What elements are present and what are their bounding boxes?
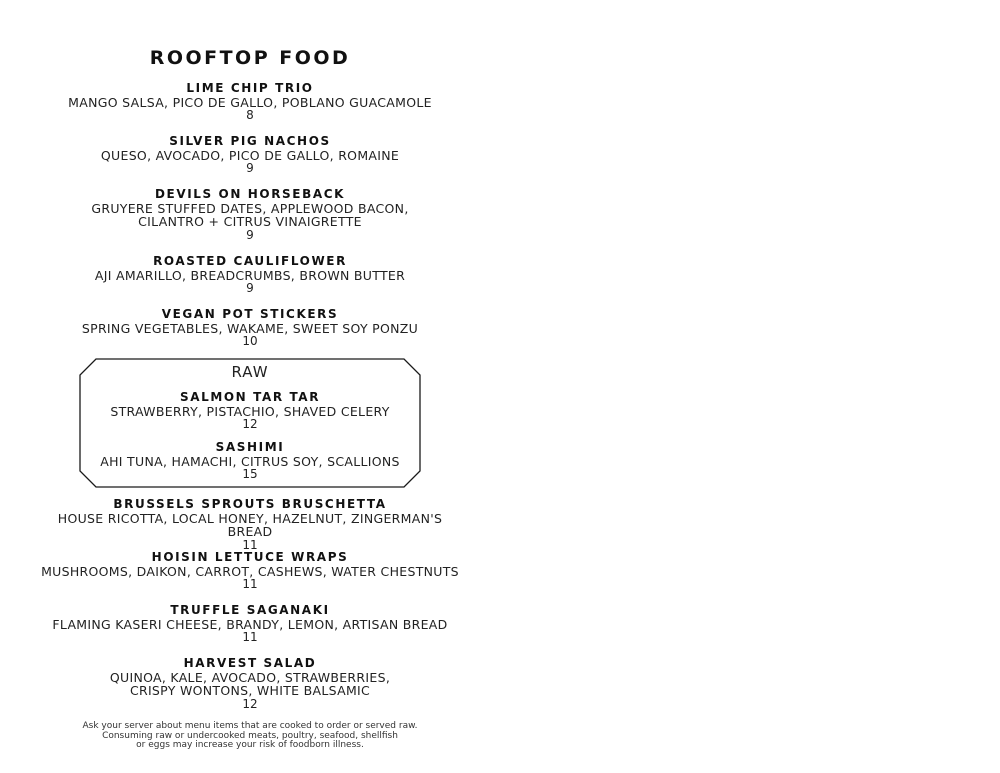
menu-item: [40, 82, 460, 123]
item-name: LIME CHIP TRIO: [186, 81, 314, 95]
item-name: SALMON TAR TAR: [179, 390, 321, 404]
item-name: VEGAN POT STICKERS: [161, 307, 339, 321]
item-price: 9: [246, 281, 254, 295]
item-description: CRISPY WONTONS, WHITE BALSAMIC: [129, 683, 371, 698]
item-description: MUSHROOMS, DAIKON, CARROT, CASHEWS, WATER CHESTNUTS: [41, 563, 459, 579]
item-price: 11: [242, 537, 258, 552]
item-description: AHI TUNA, HAMACHI, CITRUS SOY, SCALLIONS: [100, 453, 400, 469]
item-price: 11: [242, 577, 258, 591]
item-description: STRAWBERRY, PISTACHIO, SHAVED CELERY: [110, 403, 390, 419]
item-price: 12: [242, 696, 258, 711]
item-name: HOISIN LETTUCE WRAPS: [151, 550, 349, 564]
raw-food-disclaimer: [40, 722, 460, 751]
item-price: 12: [242, 417, 258, 431]
item-description: QUESO, AVOCADO, PICO DE GALLO, ROMAINE: [100, 147, 400, 163]
item-description: GRUYERE STUFFED DATES, APPLEWOOD BACON,: [91, 200, 409, 216]
item-price: 11: [242, 630, 258, 644]
item-price: 9: [246, 161, 254, 175]
menu-item: [40, 441, 460, 482]
item-name: TRUFFLE SAGANAKI: [170, 603, 330, 617]
item-name: SASHIMI: [215, 440, 285, 454]
disclaimer-line: or eggs may increase your risk of foodborn illness.: [136, 740, 364, 750]
item-price: 10: [242, 334, 258, 348]
item-description: AJI AMARILLO, BREADCRUMBS, BROWN BUTTER: [94, 267, 406, 283]
menu-item: [40, 498, 460, 552]
item-name: BRUSSELS SPROUTS BRUSCHETTA: [113, 497, 387, 511]
disclaimer-line: Consuming raw or undercooked meats, poultry, seafood, shellfish: [102, 730, 398, 741]
menu-item: [40, 255, 460, 296]
menu-item: [40, 188, 460, 242]
menu-item: [40, 604, 460, 645]
raw-section-title: RAW: [231, 363, 269, 381]
item-price: 15: [242, 467, 258, 481]
item-name: HARVEST SALAD: [183, 656, 317, 670]
menu-item: [40, 657, 460, 711]
item-description: MANGO SALSA, PICO DE GALLO, POBLANO GUACAMOLE: [68, 94, 432, 110]
menu-title: ROOFTOP FOOD: [149, 47, 351, 69]
item-name: DEVILS ON HORSEBACK: [154, 187, 346, 201]
item-price: 9: [246, 227, 254, 242]
item-name: ROASTED CAULIFLOWER: [153, 254, 347, 268]
item-description: SPRING VEGETABLES, WAKAME, SWEET SOY PONZU: [81, 320, 419, 336]
menu-item: [40, 135, 460, 176]
item-description: CILANTRO + CITRUS VINAIGRETTE: [138, 214, 362, 229]
disclaimer-line: Ask your server about menu items that are cooked to order or served raw.: [82, 721, 418, 731]
item-name: SILVER PIG NACHOS: [169, 134, 331, 148]
item-description: QUINOA, KALE, AVOCADO, STRAWBERRIES,: [109, 669, 391, 685]
menu-item: [40, 308, 460, 349]
item-price: 8: [246, 108, 254, 122]
menu-item: [40, 391, 460, 432]
item-description: FLAMING KASERI CHEESE, BRANDY, LEMON, ARTISAN BREAD: [52, 616, 448, 632]
menu-item: [40, 551, 460, 592]
item-description: HOUSE RICOTTA, LOCAL HONEY, HAZELNUT, ZINGERMAN'S BREAD: [57, 510, 443, 539]
